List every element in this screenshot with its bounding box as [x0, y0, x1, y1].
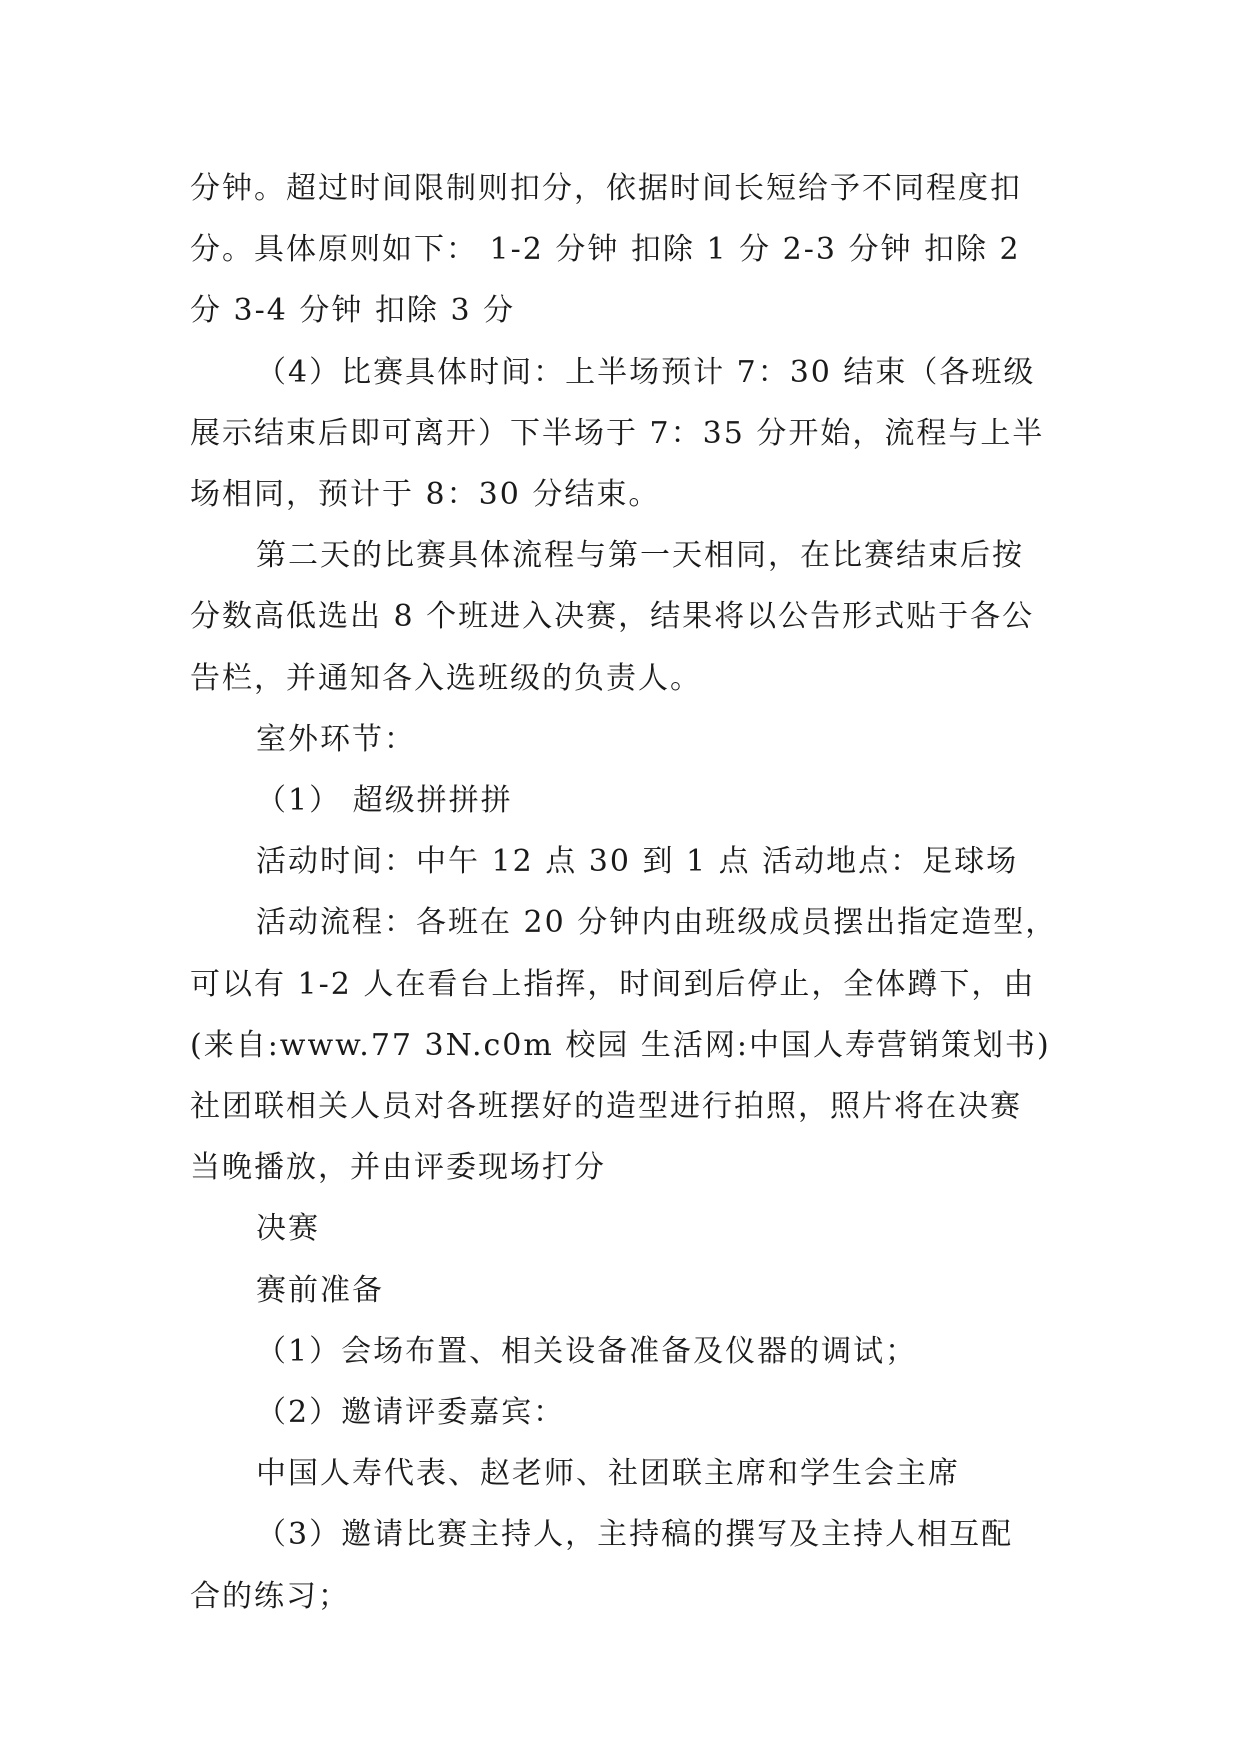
text-line: (来自:www.77 3N.c0m 校园 生活网:中国人寿营销策划书) [190, 1027, 1051, 1063]
text-line: （2）邀请评委嘉宾： [256, 1395, 566, 1431]
text-line: 场相同，预计于 8：30 分结束。 [190, 477, 661, 513]
paragraph-schedule [190, 342, 1060, 526]
text-line: 分数高低选出 8 个班进入决赛，结果将以公告形式贴于各公 [190, 599, 1035, 635]
heading-preparation [190, 1260, 1060, 1321]
text-line: （3）邀请比赛主持人，主持稿的撰写及主持人相互配 [256, 1517, 1014, 1553]
heading-super-puzzle [190, 770, 1060, 831]
list-item-judges [190, 1382, 1060, 1443]
text-line: 社团联相关人员对各班摆好的造型进行拍照，照片将在决赛 [190, 1089, 1022, 1125]
text-line: 赛前准备 [256, 1272, 384, 1308]
heading-final [190, 1198, 1060, 1259]
list-item-host [190, 1504, 1060, 1626]
text-line: （4）比赛具体时间：上半场预计 7：30 结束（各班级 [256, 354, 1036, 390]
text-line: 分。具体原则如下： 1-2 分钟 扣除 1 分 2-3 分钟 扣除 2 [190, 232, 1021, 268]
text-line: 室外环节： [256, 721, 416, 757]
paragraph-judges-list [190, 1443, 1060, 1504]
paragraph-time-penalty [190, 158, 1060, 342]
text-line: 第二天的比赛具体流程与第一天相同，在比赛结束后按 [256, 538, 1024, 574]
paragraph-activity-time [190, 831, 1060, 892]
text-line: 告栏，并通知各入选班级的负责人。 [190, 660, 702, 696]
text-line: （1） 超级拼拼拼 [256, 783, 513, 819]
document-body [190, 158, 1060, 1627]
text-line: 合的练习； [190, 1578, 350, 1614]
text-line: 决赛 [256, 1211, 320, 1247]
list-item-venue [190, 1321, 1060, 1382]
text-line: 展示结束后即可离开）下半场于 7：35 分开始，流程与上半 [190, 415, 1045, 451]
text-line: 活动流程：各班在 20 分钟内由班级成员摆出指定造型， [256, 905, 1058, 941]
text-line: 分钟。超过时间限制则扣分，依据时间长短给予不同程度扣 [190, 171, 1022, 206]
text-line: 中国人寿代表、赵老师、社团联主席和学生会主席 [256, 1456, 960, 1492]
text-line: 分 3-4 分钟 扣除 3 分 [190, 293, 516, 329]
text-line: 可以有 1-2 人在看台上指挥，时间到后停止，全体蹲下，由 [190, 966, 1036, 1002]
text-line: 当晚播放，并由评委现场打分 [190, 1150, 606, 1186]
heading-outdoor [190, 709, 1060, 770]
text-line: 活动时间：中午 12 点 30 到 1 点 活动地点：足球场 [256, 844, 1019, 880]
paragraph-activity-flow [190, 892, 1060, 1198]
text-line: （1）会场布置、相关设备准备及仪器的调试； [256, 1333, 918, 1369]
paragraph-second-day [190, 525, 1060, 709]
